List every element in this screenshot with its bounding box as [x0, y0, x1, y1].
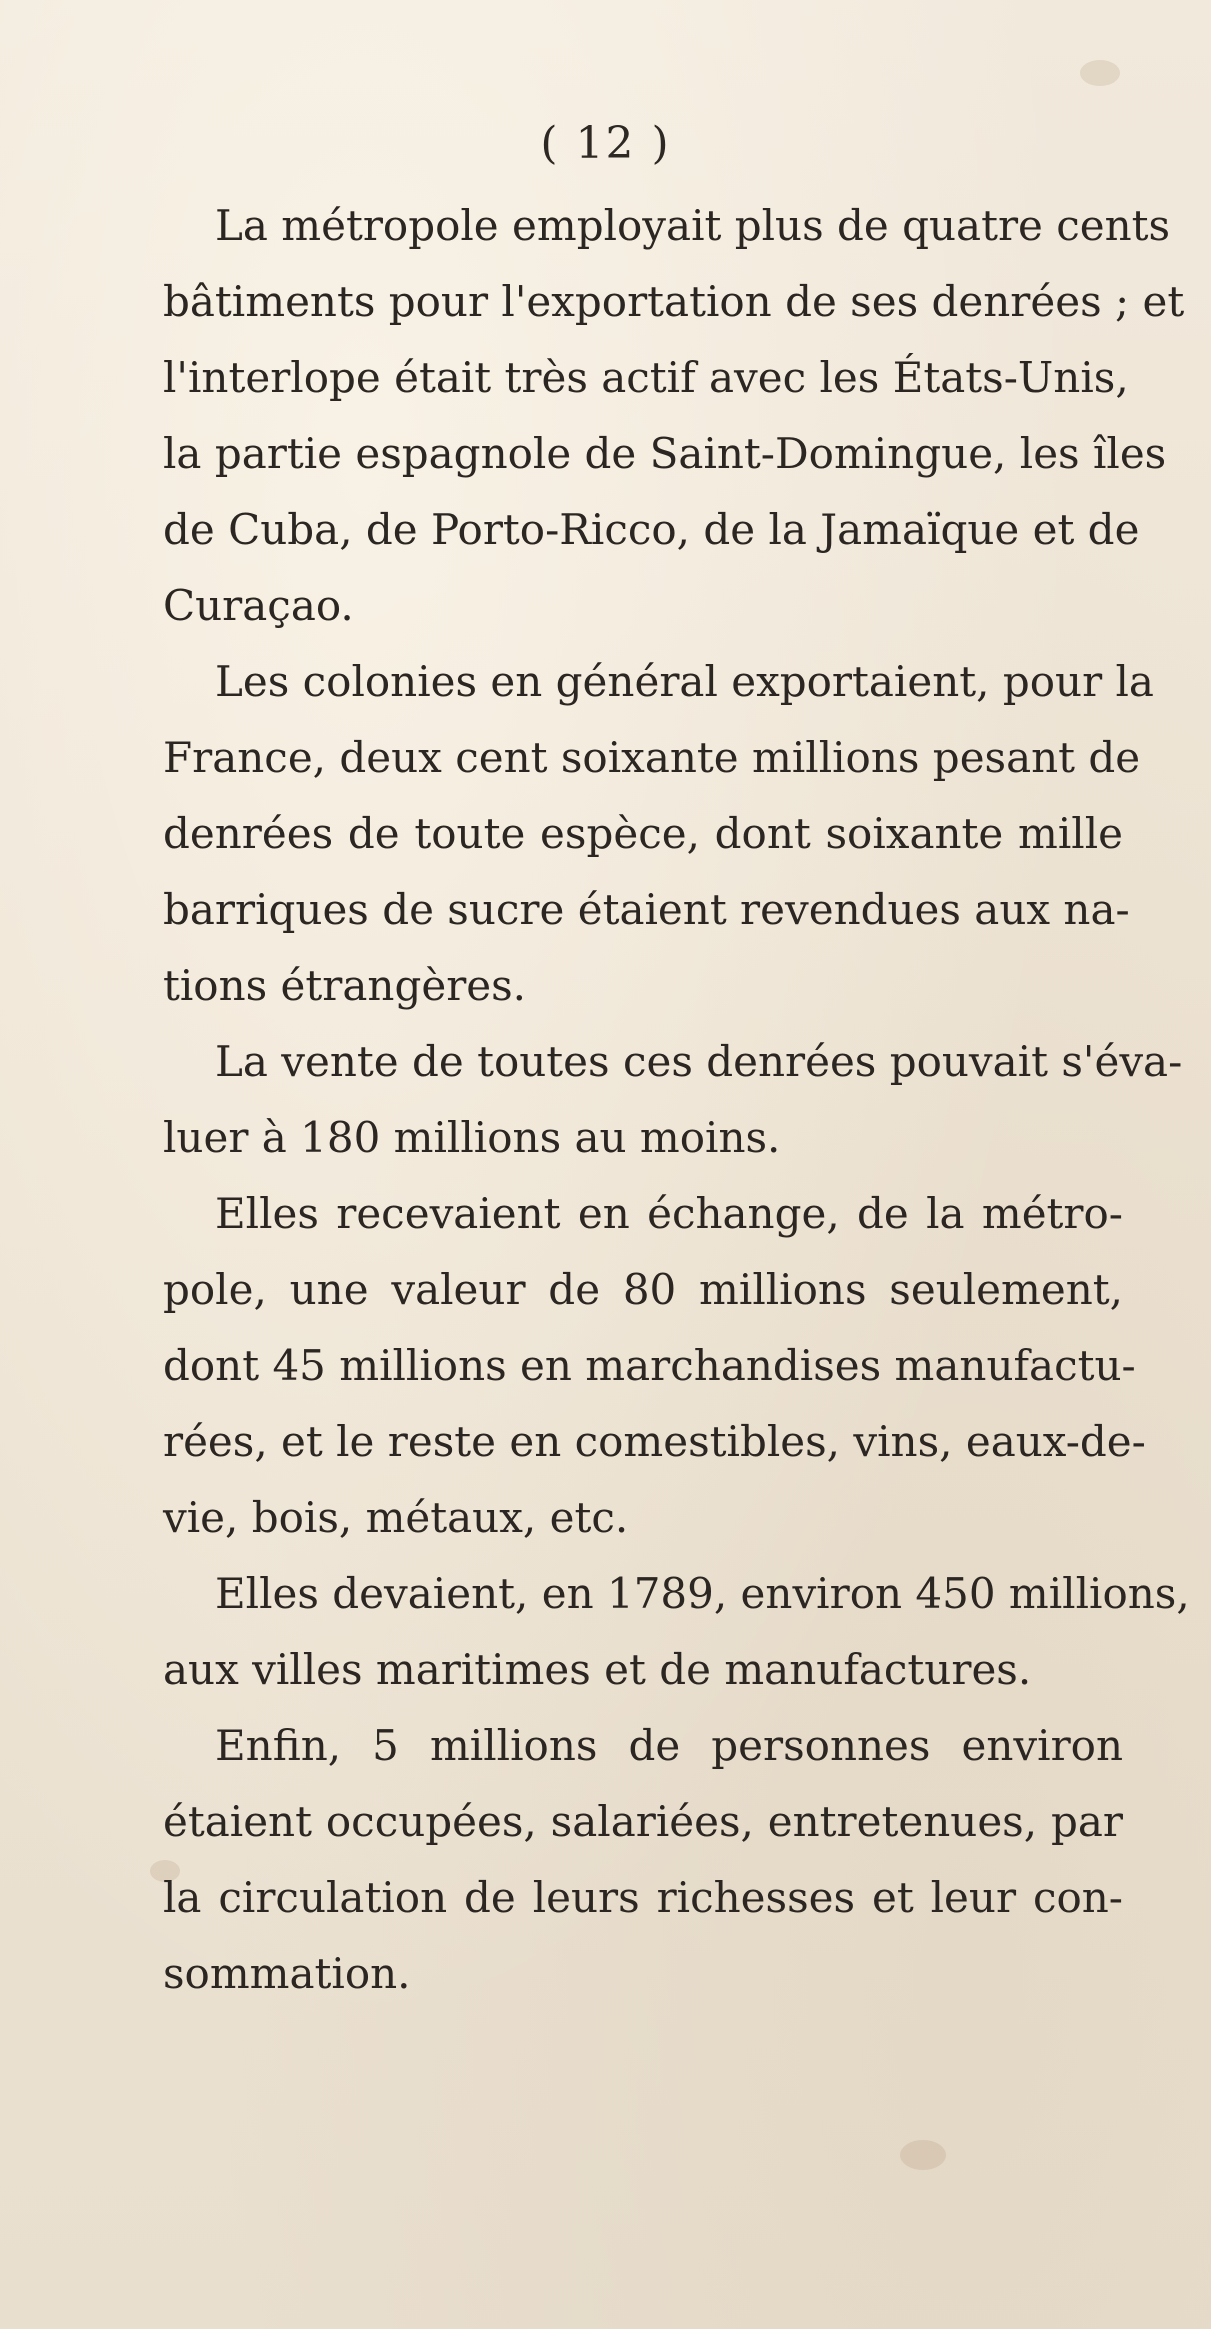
text-line: France, deux cent soixante millions pesant de [163, 733, 1141, 782]
text-line: Elles devaient, en 1789, environ 450 millions, [215, 1569, 1190, 1618]
paragraph-5 [163, 1556, 1190, 1708]
text-line: denrées de toute espèce, dont soixante mille [163, 809, 1123, 858]
text-line: la circulation de leurs richesses et leur con- [163, 1873, 1123, 1922]
text-line: La vente de toutes ces denrées pouvait s'éva- [215, 1037, 1183, 1086]
paragraph-1 [163, 188, 1185, 644]
text-line: Les colonies en général exportaient, pour la [215, 657, 1154, 706]
paragraph-2 [163, 644, 1154, 1024]
body-text [163, 188, 1190, 2012]
text-line: étaient occupées, salariées, entretenues, par [163, 1797, 1123, 1846]
text-line: vie, bois, métaux, etc. [163, 1493, 629, 1542]
paragraph-6 [163, 1708, 1123, 2012]
text-line: de Cuba, de Porto-Ricco, de la Jamaïque et de [163, 505, 1140, 554]
text-line: luer à 180 millions au moins. [163, 1113, 781, 1162]
text-line: La métropole employait plus de quatre cents [215, 201, 1171, 250]
text-line: Elles recevaient en échange, de la métro- [215, 1189, 1123, 1238]
text-line: rées, et le reste en comestibles, vins, eaux-de- [163, 1417, 1146, 1466]
text-line: aux villes maritimes et de manufactures. [163, 1645, 1032, 1694]
text-line: Enfin, 5 millions de personnes environ [215, 1721, 1123, 1770]
text-line: tions étrangères. [163, 961, 527, 1010]
text-line: bâtiments pour l'exportation de ses denrées ; et [163, 277, 1185, 326]
paper-stain [1080, 60, 1120, 86]
text-line: pole, une valeur de 80 millions seulement, [163, 1265, 1123, 1314]
text-line: dont 45 millions en marchandises manufactu- [163, 1341, 1136, 1390]
text-line: la partie espagnole de Saint-Domingue, les îles [163, 429, 1167, 478]
paragraph-4 [163, 1176, 1146, 1556]
page-number: ( 12 ) [540, 118, 671, 169]
text-line: l'interlope était très actif avec les États-Unis, [163, 353, 1129, 402]
text-line: sommation. [163, 1949, 411, 1998]
paragraph-3 [163, 1024, 1183, 1176]
text-line: Curaçao. [163, 581, 354, 630]
text-line: barriques de sucre étaient revendues aux na- [163, 885, 1130, 934]
paper-stain [900, 2140, 946, 2170]
